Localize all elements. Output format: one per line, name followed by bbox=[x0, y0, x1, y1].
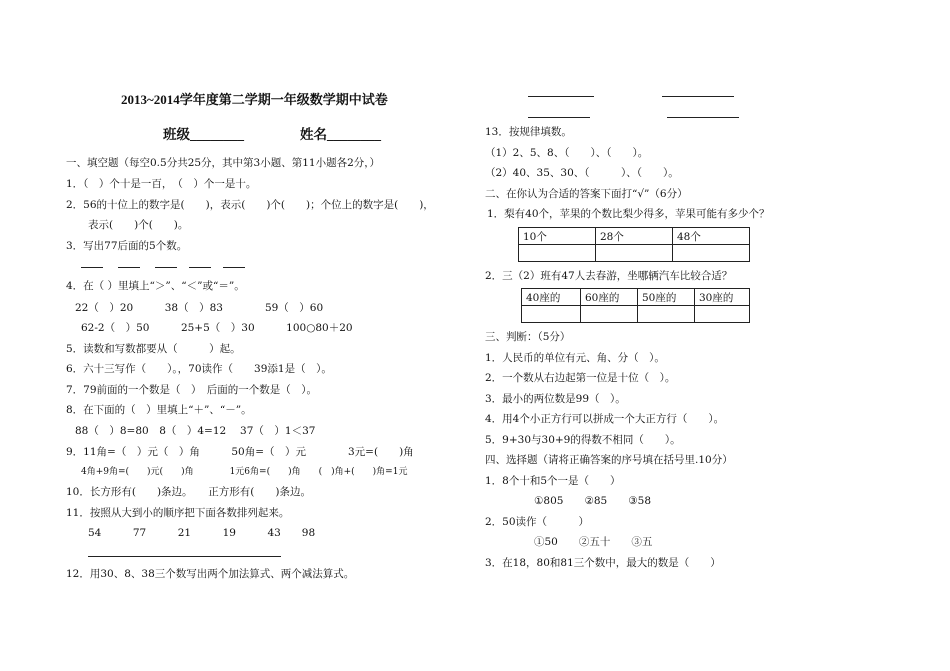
answer-cell[interactable] bbox=[695, 306, 750, 323]
question-7: 7．79前面的一个数是（ ） 后面的一个数是（ ）。 bbox=[66, 384, 318, 396]
table-cell: 40座的 bbox=[522, 289, 581, 306]
section-3-heading: 三、判断：（5分） bbox=[485, 331, 571, 343]
judge-5: 5．9+30与30+9的得数不相同（ ）。 bbox=[485, 434, 681, 446]
table-cell: 10个 bbox=[519, 228, 596, 245]
judge-1: 1．人民币的单位有元、角、分（ ）。 bbox=[485, 352, 665, 364]
table-cell: 30座的 bbox=[695, 289, 750, 306]
answer-cell[interactable] bbox=[673, 245, 750, 262]
question-8: 8．在下面的（ ）里填上“＋”、“－”。 bbox=[66, 404, 252, 416]
section-2-heading: 二、在你认为合适的答案下面打“√”（6分） bbox=[485, 188, 688, 200]
question-8-row: 88（ ）8=80 8（ ）4=12 37（ ）1＜37 bbox=[75, 425, 316, 437]
answer-blank bbox=[155, 267, 177, 268]
question-10: 10．长方形有( )条边。 正方形有( )条边。 bbox=[66, 486, 311, 498]
question-6: 6．六十三写作（ ）。，70读作（ 39添1是（ ）。 bbox=[66, 363, 332, 375]
name-field-label: 姓名________ bbox=[300, 127, 381, 142]
answer-line bbox=[528, 117, 590, 118]
table-cell: 28个 bbox=[596, 228, 673, 245]
judge-4: 4．用4个小正方行可以拼成一个大正方行（ ）。 bbox=[485, 413, 725, 425]
question-4-row-2: 62-2（ ）50 25+5（ ）30 100○80＋20 bbox=[81, 322, 353, 334]
answer-blank bbox=[81, 267, 103, 268]
judge-3: 3．最小的两位数是99（ ）。 bbox=[485, 393, 626, 405]
question-5: 5．读数和写数都要从（ ）起。 bbox=[66, 343, 241, 355]
answer-cell[interactable] bbox=[638, 306, 695, 323]
question-9-row: 4角+9角=( )元( )角 1元6角=( )角 ( )角+( )角=1元 bbox=[81, 467, 408, 477]
choice-table-2 bbox=[521, 288, 750, 323]
answer-cell[interactable] bbox=[596, 245, 673, 262]
answer-line bbox=[528, 96, 594, 97]
question-12: 12．用30、8、38三个数写出两个加法算式、两个减法算式。 bbox=[66, 568, 355, 580]
question-13-part-2: （2）40、35、30、（ ）、（ ）。 bbox=[485, 167, 679, 179]
class-field-label: 班级________ bbox=[163, 127, 244, 142]
choice-2: 2．50读作（ ） bbox=[485, 516, 590, 528]
choice-1-options: ①805 ②85 ③58 bbox=[534, 495, 652, 507]
question-3: 3．写出77后面的5个数。 bbox=[66, 240, 188, 252]
judge-2: 2．一个数从右边起第一位是十位（ ）。 bbox=[485, 372, 676, 384]
table-cell: 50座的 bbox=[638, 289, 695, 306]
answer-blank bbox=[223, 267, 245, 268]
answer-line bbox=[662, 96, 734, 97]
table-cell: 48个 bbox=[673, 228, 750, 245]
question-11: 11．按照从大到小的顺序把下面各数排列起来。 bbox=[66, 507, 290, 519]
question-2: 2．56的十位上的数字是( )，表示( )个( )；个位上的数字是( )， bbox=[66, 199, 434, 211]
answer-line bbox=[667, 117, 739, 118]
question-2-cont: 表示( )个( )。 bbox=[88, 219, 189, 231]
choice-2-options: ①50 ②五十 ③五 bbox=[534, 536, 653, 548]
choice-table-1 bbox=[518, 227, 750, 262]
page-title: 2013~2014学年度第二学期一年级数学期中试卷 bbox=[121, 92, 388, 107]
answer-cell[interactable] bbox=[519, 245, 596, 262]
choice-1: 1．8个十和5个一是（ ） bbox=[485, 475, 621, 487]
question-9: 9．11角=（ ）元（ ）角 50角=（ ）元 3元=( )角 bbox=[66, 446, 414, 458]
answer-line bbox=[88, 556, 281, 557]
section-2-question-1: 1．梨有40个，苹果的个数比梨少得多，苹果可能有多少个？ bbox=[487, 208, 770, 220]
question-11-numbers: 54 77 21 19 43 98 bbox=[88, 527, 316, 539]
question-4: 4．在（ ）里填上“＞”、“＜”或“＝”。 bbox=[66, 280, 245, 292]
answer-cell[interactable] bbox=[522, 306, 581, 323]
answer-blank bbox=[189, 267, 211, 268]
section-1-heading: 一、填空题（每空0.5分共25分，其中第3小题、第11小题各2分，） bbox=[66, 157, 381, 169]
question-13: 13．按规律填数。 bbox=[485, 126, 572, 138]
answer-cell[interactable] bbox=[581, 306, 638, 323]
question-4-row-1: 22（ ）20 38（ ）83 59（ ）60 bbox=[75, 302, 324, 314]
question-1: 1．（ ）个十是一百， （ ）个一是十。 bbox=[66, 178, 257, 190]
section-4-heading: 四、选择题（请将正确答案的序号填在括号里.10分） bbox=[485, 454, 733, 466]
question-13-part-1: （1）2、5、8、（ ）、（ ）。 bbox=[485, 147, 649, 159]
choice-3: 3．在18，80和81三个数中，最大的数是（ ） bbox=[485, 557, 721, 569]
answer-blank bbox=[118, 267, 140, 268]
table-cell: 60座的 bbox=[581, 289, 638, 306]
section-2-question-2: 2．三（2）班有47人去春游，坐哪辆汽车比较合适？ bbox=[485, 270, 733, 282]
